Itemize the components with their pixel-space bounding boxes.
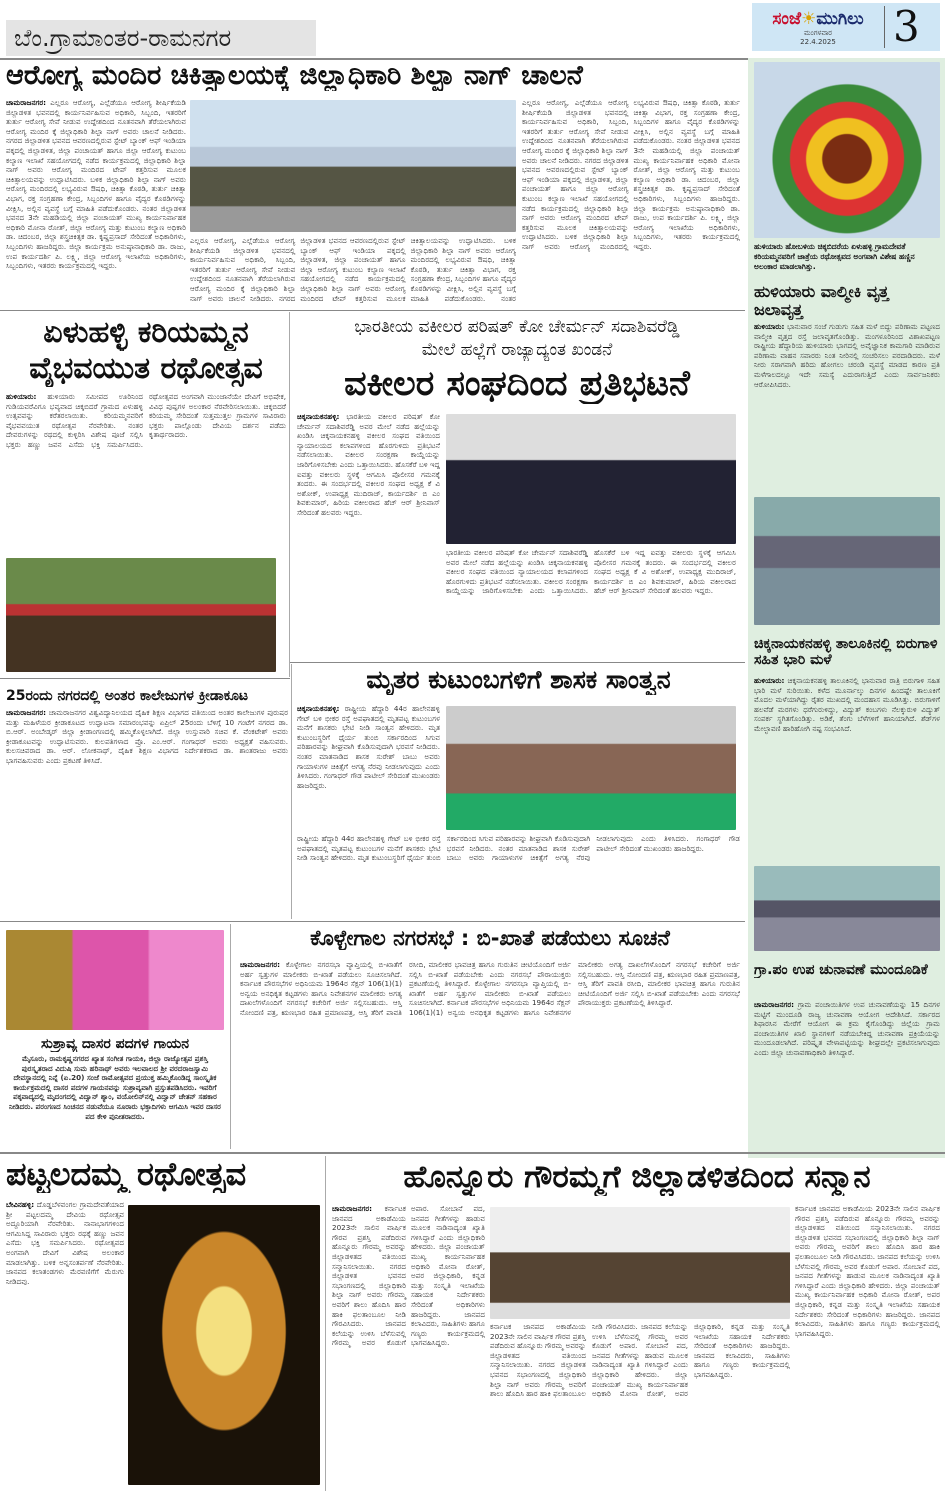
headline-lawyers: ವಕೀಲರ ಸಂಘದಿಂದ ಪ್ರತಿಭಟನೆ — [344, 364, 690, 404]
dateline: ಹುಳಿಯಾರು: — [754, 676, 785, 685]
headline-kariyamma-1: ಏಳುಹಳ್ಳಿ ಕರಿಯಮ್ಮನ — [43, 316, 249, 350]
article-rain — [754, 676, 940, 861]
divider — [0, 678, 290, 679]
dateline: ಹುಳಿಯಾರು: — [6, 392, 37, 401]
article-body: ಕರ್ನಾಟಕ ಜಾನಪದ ಅಕಾಡೆಮಿಯ 2023ನೇ ಸಾಲಿನ ವಾರ್ಷಿಕ ಗೌರವ ಪ್ರಶಸ್ತಿ ಪಡೆದಿರುವ ಹೊನ್ನೂರು ಗೌರಮ್ಮ ಅವರನ್ನು ಜಿಲ್ಲಾಡಳಿತದ ವತಿಯಿಂದ ಸನ್ಮಾನಿಸಲಾಯಿತು. ನಗರದ ಜಿಲ್ಲಾಡಳಿತ ಭವನದ ಸಭಾಂಗಣದಲ್ಲಿ ಜಿಲ್ಲಾಧಿಕಾರಿ ಶಿಲ್ಪಾ ನಾಗ್ ಅವರು ಗೌರಮ್ಮ ಅವರಿಗೆ ಶಾಲು ಹೊದಿಸಿ ಹಾರ ಹಾಕಿ ಫಲತಾಂಬೂಲ ನೀಡಿ ಗೌರವಿಸಿದರು. ಜಾನಪದ ಕಲೆಯನ್ನು ಉಳಿಸಿ ಬೆಳೆಸುವಲ್ಲಿ ಗೌರಮ್ಮ ಅವರ ಕೊಡುಗೆ ಅಪಾರ. ಸೋಬಾನೆ ಪದ, ಜನಪದ ಗೀತೆಗಳನ್ನು ಹಾಡುವ ಮೂಲಕ ನಾಡಿನಾದ್ಯಂತ ಖ್ಯಾತಿ ಗಳಿಸಿದ್ದಾರೆ ಎಂದು ಜಿಲ್ಲಾಧಿಕಾರಿ ಹೇಳಿದರು. ಜಿಲ್ಲಾ ಪಂಚಾಯತ್ ಮುಖ್ಯ ಕಾರ್ಯನಿರ್ವಾಹಕ ಅಧಿಕಾರಿ ಮೋನಾ ರೋತ್, ಅಪರ ಜಿಲ್ಲಾಧಿಕಾರಿ, ಕನ್ನಡ ಮತ್ತು ಸಂಸ್ಕೃತಿ ಇಲಾಖೆಯ ಸಹಾಯಕ ನಿರ್ದೇಶಕರು ಸೇರಿದಂತೆ ಅಧಿಕಾರಿಗಳು ಹಾಜರಿದ್ದರು. ಜಾನಪದ ಕಲಾವಿದರು, ಸಾಹಿತಿಗಳು ಹಾಗೂ ಗಣ್ಯರು ಕಾರ್ಯಕ್ರಮದಲ್ಲಿ ಭಾಗವಹಿಸಿದ್ದರು. — [332, 1204, 485, 1348]
section-title: ಬೆಂ.ಗ್ರಾಮಾಂತರ-ರಾಮನಗರ — [6, 20, 316, 56]
article-by-election — [754, 1000, 940, 1150]
health-center-inauguration-photo — [190, 100, 516, 232]
dateline: ಚಾಮರಾಜನಗರ: — [754, 1000, 795, 1009]
article-condolence-continued: ರಾಷ್ಟ್ರೀಯ ಹೆದ್ದಾರಿ 44ರ ಹಾಲೇನಹಳ್ಳಿ ಗೇಟ್ ಬಳಿ ಭೀಕರ ರಸ್ತೆ ಅಪಘಾತದಲ್ಲಿ ಮೃತಪಟ್ಟ ಕುಟುಂಬಗಳ ಮನೆಗೆ ಶಾಸಕರು ಭೇಟಿ ನೀಡಿ ಸಾಂತ್ವನ ಹೇಳಿದರು. ಮೃತ ಕುಟುಂಬಸ್ಥರಿಗೆ ಧೈರ್ಯ ತುಂಬಿ ಸರ್ಕಾರದಿಂದ ಸಿಗುವ ಪರಿಹಾರವನ್ನು ಶೀಘ್ರವಾಗಿ ಕೊಡಿಸುವುದಾಗಿ ಭರವಸೆ ನೀಡಿದರು. ನಂತರ ಮಾತನಾಡಿದ ಶಾಸಕ ಸುರೇಶ್ ಬಾಬು ಅವರು ಗಾಯಾಳುಗಳ ಚಿಕಿತ್ಸೆಗೆ ಅಗತ್ಯ ನೆರವು ನೀಡಲಾಗುವುದು ಎಂದು ತಿಳಿಸಿದರು. ಗಂಗಾಧರ್ ಗೌಡ ಪಾಟೀಲ್ ಸೇರಿದಂತೆ ಮುಖಂಡರು ಹಾಜರಿದ್ದರು. — [297, 834, 740, 863]
dateline: ಚಾಮರಾಜನಗರ: — [6, 98, 47, 107]
damaged-shed-photo — [754, 866, 940, 951]
headline-dasara-pada: ಸುಶ್ರಾವ್ಯ ದಾಸರ ಪದಗಳ ಗಾಯನ — [41, 1036, 189, 1052]
article-lawyers — [297, 412, 440, 657]
headline-honnuru: ಹೊನ್ನೂರು ಗೌರಮ್ಮಗೆ ಜಿಲ್ಲಾಡಳಿತದಿಂದ ಸನ್ಮಾನ — [403, 1160, 871, 1195]
divider — [289, 312, 290, 677]
logo-name-blue: ಮುಗಿಲು — [816, 8, 864, 29]
dateline: ಚಿಕ್ಕನಾಯಕನಹಳ್ಳಿ: — [297, 412, 340, 421]
headline-sports-meet: 25ರಂದು ನಗರದಲ್ಲಿ ಅಂತರ ಕಾಲೇಜುಗಳ ಕ್ರೀಡಾಕೂಟ — [6, 688, 249, 704]
article-body: ಗ್ರಾಮ ಪಂಚಾಯಿತಿಗಳ ಉಪ ಚುನಾವಣೆಯನ್ನು 15 ದಿನಗಳ ಮಟ್ಟಿಗೆ ಮುಂದೂಡಿ ರಾಜ್ಯ ಚುನಾವಣಾ ಆಯೋಗ ಆದೇಶಿಸಿದೆ. ಸರ್ಕಾರದ ಶಿಫಾರಸಿನ ಮೇರೆಗೆ ಆಯೋಗ ಈ ಕ್ರಮ ಕೈಗೊಂಡಿದ್ದು ಜಿಲ್ಲೆಯ ಗ್ರಾಮ ಪಂಚಾಯಿತಿಗಳ ಖಾಲಿ ಸ್ಥಾನಗಳಿಗೆ ನಡೆಯಬೇಕಿದ್ದ ಚುನಾವಣಾ ಪ್ರಕ್ರಿಯೆಯನ್ನು ಮುಂದೂಡಲಾಗಿದೆ. ಪರಿಷ್ಕೃತ ವೇಳಾಪಟ್ಟಿಯನ್ನು ಶೀಘ್ರದಲ್ಲೇ ಪ್ರಕಟಿಸಲಾಗುವುದು ಎಂದು ಜಿಲ್ಲಾ ಚುನಾವಣಾಧಿಕಾರಿ ತಿಳಿಸಿದ್ದಾರೆ. — [754, 1000, 940, 1057]
headline-kariyamma-2: ವೈಭವಯುತ ರಥೋತ್ಸವ — [29, 352, 263, 386]
article-body: ರಾಷ್ಟ್ರೀಯ ಹೆದ್ದಾರಿ 44ರ ಹಾಲೇನಹಳ್ಳಿ ಗೇಟ್ ಬಳಿ ಭೀಕರ ರಸ್ತೆ ಅಪಘಾತದಲ್ಲಿ ಮೃತಪಟ್ಟ ಕುಟುಂಬಗಳ ಮನೆಗೆ ಶಾಸಕರು ಭೇಟಿ ನೀಡಿ ಸಾಂತ್ವನ ಹೇಳಿದರು. ಮೃತ ಕುಟುಂಬಸ್ಥರಿಗೆ ಧೈರ್ಯ ತುಂಬಿ ಸರ್ಕಾರದಿಂದ ಸಿಗುವ ಪರಿಹಾರವನ್ನು ಶೀಘ್ರವಾಗಿ ಕೊಡಿಸುವುದಾಗಿ ಭರವಸೆ ನೀಡಿದರು. ನಂತರ ಮಾತನಾಡಿದ ಶಾಸಕ ಸುರೇಶ್ ಬಾಬು ಅವರು ಗಾಯಾಳುಗಳ ಚಿಕಿತ್ಸೆಗೆ ಅಗತ್ಯ ನೆರವು ನೀಡಲಾಗುವುದು ಎಂದು ತಿಳಿಸಿದರು. ಗಂಗಾಧರ್ ಗೌಡ ಪಾಟೀಲ್ ಸೇರಿದಂತೆ ಮುಖಂಡರು ಹಾಜರಿದ್ದರು. — [297, 704, 440, 790]
article-arogya-continued: ಎಲ್ಲರೂ ಆರೋಗ್ಯ, ಎಲ್ಲೆಡೆಯೂ ಆರೋಗ್ಯ ಶೀರ್ಷಿಕೆಯಡಿ ಜಿಲ್ಲಾಡಳಿತ ಭವನದಲ್ಲಿ ಕಾರ್ಯನಿರ್ವಹಿಸುವ ಅಧಿಕಾರಿ, ಸಿಬ್ಬಂದಿ, ಇತರರಿಗೆ ತುರ್ತು ಆರೋಗ್ಯ ಸೇವೆ ನೀಡುವ ಉದ್ದೇಶದಿಂದ ನೂತನವಾಗಿ ತೆರೆಯಲಾಗಿರುವ ಆರೋಗ್ಯ ಮಂದಿರ ಕ್ಕೆ ಜಿಲ್ಲಾಧಿಕಾರಿ ಶಿಲ್ಪಾ ನಾಗ್ ಅವರು ಚಾಲನೆ ನೀಡಿದರು. ನಗರದ ಜಿಲ್ಲಾಡಳಿತ ಭವನದ ಆವರಣದಲ್ಲಿರುವ ಸ್ಟೇಟ್ ಬ್ಯಾಂಕ್ ಆಫ್ ಇಂಡಿಯಾ ಪಕ್ಕದಲ್ಲಿ ಜಿಲ್ಲಾಡಳಿತ, ಜಿಲ್ಲಾ ಪಂಚಾಯತ್ ಹಾಗೂ ಜಿಲ್ಲಾ ಆರೋಗ್ಯ ಕುಟುಂಬ ಕಲ್ಯಾಣ ಇಲಾಖೆ ಸಹಯೋಗದಲ್ಲಿ ನಡೆದ ಕಾರ್ಯಕ್ರಮದಲ್ಲಿ ಜಿಲ್ಲಾಧಿಕಾರಿ ಶಿಲ್ಪಾ ನಾಗ್ ಅವರು ಆರೋಗ್ಯ ಮಂದಿರದ ಟೇಪ್ ಕತ್ತರಿಸುವ ಮೂಲಕ ಚಿಕಿತ್ಸಾಲಯವನ್ನು ಉದ್ಘಾಟಿಸಿದರು. ಬಳಿಕ ಜಿಲ್ಲಾಧಿಕಾರಿ ಶಿಲ್ಪಾ ನಾಗ್ ಅವರು ಆರೋಗ್ಯ ಮಂದಿರದಲ್ಲಿ ಲಭ್ಯವಿರುವ ಔಷಧಿ, ಚಿಕಿತ್ಸಾ ಕೊಠಡಿ, ತುರ್ತು ಚಿಕಿತ್ಸಾ ವಿಭಾಗ, ರಕ್ತ ಸಂಗ್ರಹಣಾ ಕೇಂದ್ರ, ಸಿಬ್ಬಂದಿಗಳ ಹಾಗೂ ವೈದ್ಯರ ಕೊಠಡಿಗಳನ್ನು ವೀಕ್ಷಿಸಿ, ಅಲ್ಲಿನ ವ್ಯವಸ್ಥೆ ಬಗ್ಗೆ ಮಾಹಿತಿ ಪಡೆದುಕೊಂಡರು. ನಂತರ — [190, 236, 516, 303]
fruit-decoration-photo — [754, 62, 940, 238]
headline-rain: ಚಿಕ್ಕನಾಯಕನಹಳ್ಳಿ ತಾಲೂಕಿನಲ್ಲಿ ಬಿರುಗಾಳಿ ಸಹಿತ ಭಾರಿ ಮಳೆ — [754, 636, 938, 669]
dateline: ಚಾಮರಾಜನಗರ: — [6, 708, 47, 717]
masthead — [752, 3, 940, 51]
article-honnuru-continued: ಕರ್ನಾಟಕ ಜಾನಪದ ಅಕಾಡೆಮಿಯ 2023ನೇ ಸಾಲಿನ ವಾರ್ಷಿಕ ಗೌರವ ಪ್ರಶಸ್ತಿ ಪಡೆದಿರುವ ಹೊನ್ನೂರು ಗೌರಮ್ಮ ಅವರನ್ನು ಜಿಲ್ಲಾಡಳಿತದ ವತಿಯಿಂದ ಸನ್ಮಾನಿಸಲಾಯಿತು. ನಗರದ ಜಿಲ್ಲಾಡಳಿತ ಭವನದ ಸಭಾಂಗಣದಲ್ಲಿ ಜಿಲ್ಲಾಧಿಕಾರಿ ಶಿಲ್ಪಾ ನಾಗ್ ಅವರು ಗೌರಮ್ಮ ಅವರಿಗೆ ಶಾಲು ಹೊದಿಸಿ ಹಾರ ಹಾಕಿ ಫಲತಾಂಬೂಲ ನೀಡಿ ಗೌರವಿಸಿದರು. ಜಾನಪದ ಕಲೆಯನ್ನು ಉಳಿಸಿ ಬೆಳೆಸುವಲ್ಲಿ ಗೌರಮ್ಮ ಅವರ ಕೊಡುಗೆ ಅಪಾರ. ಸೋಬಾನೆ ಪದ, ಜನಪದ ಗೀತೆಗಳನ್ನು ಹಾಡುವ ಮೂಲಕ ನಾಡಿನಾದ್ಯಂತ ಖ್ಯಾತಿ ಗಳಿಸಿದ್ದಾರೆ ಎಂದು ಜಿಲ್ಲಾಧಿಕಾರಿ ಹೇಳಿದರು. ಜಿಲ್ಲಾ ಪಂಚಾಯತ್ ಮುಖ್ಯ ಕಾರ್ಯನಿರ್ವಾಹಕ ಅಧಿಕಾರಿ ಮೋನಾ ರೋತ್, ಅಪರ ಜಿಲ್ಲಾಧಿಕಾರಿ, ಕನ್ನಡ ಮತ್ತು ಸಂಸ್ಕೃತಿ ಇಲಾಖೆಯ ಸಹಾಯಕ ನಿರ್ದೇಶಕರು ಸೇರಿದಂತೆ ಅಧಿಕಾರಿಗಳು ಹಾಜರಿದ್ದರು. ಜಾನಪದ ಕಲಾವಿದರು, ಸಾಹಿತಿಗಳು ಹಾಗೂ ಗಣ್ಯರು ಕಾರ್ಯಕ್ರಮದಲ್ಲಿ ಭಾಗವಹಿಸಿದ್ದರು. — [490, 1322, 790, 1399]
divider — [0, 1152, 945, 1154]
divider — [230, 924, 231, 1149]
palm-icon: ☀ — [801, 8, 817, 29]
article-body: ಭಾರತೀಯ ವಕೀಲರ ಪರಿಷತ್ ಕೋ ಚೇರ್ಮನ್ ಸದಾಶಿವರೆಡ್ಡಿ ಅವರ ಮೇಲೆ ನಡೆದ ಹಲ್ಲೆಯನ್ನು ಖಂಡಿಸಿ ಚಿಕ್ಕನಾಯಕನಹಳ್ಳಿ ವಕೀಲರ ಸಂಘದ ವತಿಯಿಂದ ನ್ಯಾಯಾಲಯದ ಕಲಾಪಗಳಿಂದ ಹೊರಗುಳಿದು ಪ್ರತಿಭಟನೆ ನಡೆಸಲಾಯಿತು. ವಕೀಲರ ಸಂರಕ್ಷಣಾ ಕಾಯ್ದೆಯನ್ನು ಜಾರಿಗೊಳಿಸಬೇಕು ಎಂದು ಒತ್ತಾಯಿಸಿದರು. ಹೊಸಕೆರೆ ಬಳಿ ಇದ್ದ ಐವತ್ತು ವಕೀಲರು ಸ್ಥಳಕ್ಕೆ ಆಗಮಿಸಿ ಪೊಲೀಸರ ಗಮನಕ್ಕೆ ತಂದರು. ಈ ಸಂದರ್ಭದಲ್ಲಿ ವಕೀಲರ ಸಂಘದ ಅಧ್ಯಕ್ಷ ಕೆ ವಿ ಅಶೋಕ್, ಉಪಾಧ್ಯಕ್ಷ ಮುದಿರಾಜ್, ಕಾರ್ಯದರ್ಶಿ ಬಿ ಎಂ ಶಿವಕುಮಾರ್, ಹಿರಿಯ ವಕೀಲರಾದ ಹೆಚ್ ಆರ್ ಶ್ರೀನಿವಾಸ್ ಸೇರಿದಂತೆ ಹಲವರು ಇದ್ದರು. — [297, 412, 440, 517]
headline-pattaladamma: ಪಟ್ಟಲದಮ್ಮ ರಥೋತ್ಸವ — [6, 1156, 247, 1193]
article-body: ಚಿಕ್ಕನಾಯಕನಹಳ್ಳಿ ತಾಲೂಕಿನಲ್ಲಿ ಭಾನುವಾರ ರಾತ್ರಿ ಬಿರುಗಾಳಿ ಸಹಿತ ಭಾರಿ ಮಳೆ ಸುರಿಯಿತು. ಕಳೆದ ಮೂರ್ನಾಲ್ಕು ದಿನಗಳ ಹಿಂದಷ್ಟೇ ತಾಲೂಕಿಗೆ ಮೊದಲ ಮಳೆಯಾಗಿದ್ದು ರೈತರ ಮುಖದಲ್ಲಿ ಮಂದಹಾಸ ಮೂಡಿಸಿತ್ತು. ಬಿರುಗಾಳಿಗೆ ಹಲವೆಡೆ ಮರಗಳು ಧರೆಗುರುಳಿದ್ದು, ವಿದ್ಯುತ್ ಕಂಬಗಳು ನೆಲಕ್ಕುರುಳಿ ವಿದ್ಯುತ್ ಸಂಪರ್ಕ ಸ್ಥಗಿತಗೊಂಡಿತ್ತು. ಅಡಿಕೆ, ತೆಂಗು ಬೆಳೆಗಳಿಗೆ ಹಾನಿಯಾಗಿದೆ. ಶೆಡ್‌ಗಳ ಮೇಲ್ಛಾವಣಿ ಹಾರಿಹೋಗಿ ನಷ್ಟ ಸಂಭವಿಸಿದೆ. — [754, 676, 940, 733]
article-body: ಕೊಳ್ಳೇಗಾಲ ನಗರಸಭಾ ವ್ಯಾಪ್ತಿಯಲ್ಲಿ ಬಿ-ಖಾತೆಗೆ ಅರ್ಹ ಸ್ವತ್ತುಗಳ ಮಾಲೀಕರು ಬಿ-ಖಾತೆ ಪಡೆಯಲು ಸೂಚಿಸಲಾಗಿದೆ. ಕರ್ನಾಟಕ ಪೌರಸಭೆಗಳ ಅಧಿನಿಯಮ 1964ರ ಸೆಕ್ಷನ್ 106(1)(1) ಅನ್ವಯ ಅನಧಿಕೃತ ಕಟ್ಟಡಗಳು ಹಾಗೂ ನಿವೇಶನಗಳ ಮಾಲೀಕರು ಅಗತ್ಯ ದಾಖಲೆಗಳೊಂದಿಗೆ ನಗರಸಭೆ ಕಚೇರಿಗೆ ಅರ್ಜಿ ಸಲ್ಲಿಸಬಹುದು. ಆಸ್ತಿ ನೋಂದಣಿ ಪತ್ರ, ಋಣಭಾರ ರಹಿತ ಪ್ರಮಾಣಪತ್ರ, ಆಸ್ತಿ ತೆರಿಗೆ ಪಾವತಿ ರಸೀದಿ, ಮಾಲೀಕರ ಭಾವಚಿತ್ರ ಹಾಗೂ ಗುರುತಿನ ಚೀಟಿಯೊಂದಿಗೆ ಅರ್ಜಿ ಸಲ್ಲಿಸಿ ಬಿ-ಖಾತೆ ಪಡೆಯಬೇಕು ಎಂದು ನಗರಸಭೆ ಪೌರಾಯುಕ್ತರು ಪ್ರಕಟಣೆಯಲ್ಲಿ ತಿಳಿಸಿದ್ದಾರೆ. — [240, 960, 571, 1017]
article-body: ಕೊಳ್ಳೇಗಾಲ ನಗರಸಭಾ ವ್ಯಾಪ್ತಿಯಲ್ಲಿ ಬಿ-ಖಾತೆಗೆ ಅರ್ಹ ಸ್ವತ್ತುಗಳ ಮಾಲೀಕರು ಬಿ-ಖಾತೆ ಪಡೆಯಲು ಸೂಚಿಸಲಾಗಿದೆ. ಕರ್ನಾಟಕ ಪೌರಸಭೆಗಳ ಅಧಿನಿಯಮ 1964ರ ಸೆಕ್ಷನ್ 106(1)(1) ಅನ್ವಯ ಅನಧಿಕೃತ ಕಟ್ಟಡಗಳು ಹಾಗೂ ನಿವೇಶನಗಳ ಮಾಲೀಕರು ಅಗತ್ಯ ದಾಖಲೆಗಳೊಂದಿಗೆ ನಗರಸಭೆ ಕಚೇರಿಗೆ ಅರ್ಜಿ ಸಲ್ಲಿಸಬಹುದು. ಆಸ್ತಿ ನೋಂದಣಿ ಪತ್ರ, ಋಣಭಾರ ರಹಿತ ಪ್ರಮಾಣಪತ್ರ, ಆಸ್ತಿ ತೆರಿಗೆ ಪಾವತಿ ರಸೀದಿ, ಮಾಲೀಕರ ಭಾವಚಿತ್ರ ಹಾಗೂ ಗುರುತಿನ ಚೀಟಿಯೊಂದಿಗೆ ಅರ್ಜಿ ಸಲ್ಲಿಸಿ ಬಿ-ಖಾತೆ ಪಡೆಯಬೇಕು ಎಂದು ನಗರಸಭೆ ಪೌರಾಯುಕ್ತರು ಪ್ರಕಟಣೆಯಲ್ಲಿ ತಿಳಿಸಿದ್ದಾರೆ. — [409, 960, 740, 1017]
divider — [291, 664, 292, 919]
headline-by-election: ಗ್ರಾ.ಪಂ ಉಪ ಚುನಾವಣೆ ಮುಂದೂಡಿಕೆ — [754, 962, 928, 978]
divider — [0, 310, 745, 311]
article-honnuru — [332, 1204, 485, 1486]
divider — [325, 1156, 326, 1491]
article-dasara-pada: ಮೈಸೂರು, ರಾಮಕೃಷ್ಣನಗರದ ಖ್ಯಾತ ಸಂಗೀತ ಗಾಯಕಿ, ಜಿಲ್ಲಾ ರಾಜ್ಯೋತ್ಸವ ಪ್ರಶಸ್ತಿ ಪುರಸ್ಕೃತರಾದ ವಿದುಷಿ ಸುಮ ಹರಿನಾಥ್ ಅವರು ಇಲವಾಲದ ಶ್ರೀ ವರದರಾಜಸ್ವಾಮಿ ದೇವಸ್ಥಾನದಲ್ಲಿ ನಿನ್ನೆ (ಏ.20) ಸಂಜೆ ರಾಮೋತ್ಸವದ ಪ್ರಯುಕ್ತ ಹಮ್ಮಿಕೊಂಡಿದ್ದ ಸಾಂಸ್ಕೃತಿಕ ಕಾರ್ಯಕ್ರಮದಲ್ಲಿ ದಾಸರ ಪದಗಳ ಗಾಯನವನ್ನು ಸುಶ್ರಾವ್ಯವಾಗಿ ಪ್ರಸ್ತುತಪಡಿಸಿದರು. ಇವರಿಗೆ ಪಕ್ಕವಾದ್ಯದಲ್ಲಿ ಮೃದಂಗದಲ್ಲಿ ವಿದ್ವಾನ್ ಶ್ಯಾಂ, ವಯೋಲಿನ್‌ನಲ್ಲಿ ವಿದ್ವಾನ್ ಚೇತನ್ ಸಹಕಾರ ನೀಡಿದರು. ಪರಂಗಣದ ಸಿಂಚನದ ನಡುವೆಯೂ ನೂರಾರು ಭಕ್ತಾದಿಗಳು ಆಗಮಿಸಿ ಇವರ ದಾಸರ ಪದ ಕೇಳಿ ಪುನೀತರಾದರು. — [9, 1054, 221, 1121]
logo-name-red: ಸಂಜೆ — [772, 8, 802, 29]
article-body: ದೊಡ್ಡಬೆಳವಂಗಲ ಗ್ರಾಮದೇವತೆಯಾದ ಶ್ರೀ ಪಟ್ಟಲದಮ್ಮ ದೇವಿಯ ರಥೋತ್ಸವ ಅದ್ದೂರಿಯಾಗಿ ನೆರವೇರಿತು. ನಾನಾಭಾಗಗಳಿಂದ ಆಗಮಿಸಿದ್ದ ಸಾವಿರಾರು ಭಕ್ತರು ರಥಕ್ಕೆ ಹಣ್ಣು ಜವನ ಎಸೆದು ಭಕ್ತಿ ಸಮರ್ಪಿಸಿದರು. ರಥೋತ್ಸವದ ಅಂಗವಾಗಿ ದೇವಿಗೆ ವಿಶೇಷ ಅಲಂಕಾರ ಮಾಡಲಾಗಿತ್ತು. ಬಳಿಕ ಅನ್ನಸಂತರ್ಪಣೆ ನೆರವೇರಿತು. ಜಾನಪದ ಕಲಾತಂಡಗಳು ಮೆರವಣಿಗೆಗೆ ಮೆರುಗು ನೀಡಿದವು. — [6, 1200, 124, 1286]
headline-b-khata: ಕೊಳ್ಳೇಗಾಲ ನಗರಸಭೆ : ಬಿ-ಖಾತೆ ಪಡೆಯಲು ಸೂಚನೆ — [310, 926, 670, 950]
lawyers-protest-photo — [446, 414, 736, 544]
issue-day: ಮಂಗಳವಾರ — [803, 28, 832, 37]
felicitation-photo — [490, 1207, 790, 1319]
article-honnuru-continued: ಕರ್ನಾಟಕ ಜಾನಪದ ಅಕಾಡೆಮಿಯ 2023ನೇ ಸಾಲಿನ ವಾರ್ಷಿಕ ಗೌರವ ಪ್ರಶಸ್ತಿ ಪಡೆದಿರುವ ಹೊನ್ನೂರು ಗೌರಮ್ಮ ಅವರನ್ನು ಜಿಲ್ಲಾಡಳಿತದ ವತಿಯಿಂದ ಸನ್ಮಾನಿಸಲಾಯಿತು. ನಗರದ ಜಿಲ್ಲಾಡಳಿತ ಭವನದ ಸಭಾಂಗಣದಲ್ಲಿ ಜಿಲ್ಲಾಧಿಕಾರಿ ಶಿಲ್ಪಾ ನಾಗ್ ಅವರು ಗೌರಮ್ಮ ಅವರಿಗೆ ಶಾಲು ಹೊದಿಸಿ ಹಾರ ಹಾಕಿ ಫಲತಾಂಬೂಲ ನೀಡಿ ಗೌರವಿಸಿದರು. ಜಾನಪದ ಕಲೆಯನ್ನು ಉಳಿಸಿ ಬೆಳೆಸುವಲ್ಲಿ ಗೌರಮ್ಮ ಅವರ ಕೊಡುಗೆ ಅಪಾರ. ಸೋಬಾನೆ ಪದ, ಜನಪದ ಗೀತೆಗಳನ್ನು ಹಾಡುವ ಮೂಲಕ ನಾಡಿನಾದ್ಯಂತ ಖ್ಯಾತಿ ಗಳಿಸಿದ್ದಾರೆ ಎಂದು ಜಿಲ್ಲಾಧಿಕಾರಿ ಹೇಳಿದರು. ಜಿಲ್ಲಾ ಪಂಚಾಯತ್ ಮುಖ್ಯ ಕಾರ್ಯನಿರ್ವಾಹಕ ಅಧಿಕಾರಿ ಮೋನಾ ರೋತ್, ಅಪರ ಜಿಲ್ಲಾಧಿಕಾರಿ, ಕನ್ನಡ ಮತ್ತು ಸಂಸ್ಕೃತಿ ಇಲಾಖೆಯ ಸಹಾಯಕ ನಿರ್ದೇಶಕರು ಸೇರಿದಂತೆ ಅಧಿಕಾರಿಗಳು ಹಾಜರಿದ್ದರು. ಜಾನಪದ ಕಲಾವಿದರು, ಸಾಹಿತಿಗಳು ಹಾಗೂ ಗಣ್ಯರು ಕಾರ್ಯಕ್ರಮದಲ್ಲಿ ಭಾಗವಹಿಸಿದ್ದರು. — [795, 1204, 940, 1338]
divider — [0, 921, 745, 922]
headline-arogya: ಆರೋಗ್ಯ ಮಂದಿರ ಚಿಕಿತ್ಸಾಲಯಕ್ಕೆ ಜಿಲ್ಲಾಧಿಕಾರಿ ಶಿಲ್ಪಾ ನಾಗ್ ಚಾಲನೆ — [6, 60, 583, 91]
article-kariyamma — [6, 392, 286, 554]
subheadline-lawyers-1: ಭಾರತೀಯ ವಕೀಲರ ಪರಿಷತ್ ಕೋ ಚೇರ್ಮನ್ ಸದಾಶಿವರೆಡ್ಡಿ — [354, 318, 680, 337]
newspaper-logo — [752, 9, 884, 46]
article-body: ಭಾನುವಾರ ಸಂಜೆ ಗುಡುಗು ಸಹಿತ ಮಳೆ ಬಿದ್ದು ಪರಿಣಾಮ ಪಟ್ಟಣದ ವಾಲ್ಮೀಕಿ ವೃತ್ತದ ರಸ್ತೆ ಜಲಾವೃತಗೊಂಡಿತ್ತು. ಮಂಗಳೂರಿನಿಂದ ವಿಶಾಖಪಟ್ಟಣ ರಾಷ್ಟ್ರೀಯ ಹೆದ್ದಾರಿಯ ಹುಳಿಯಾರು ಭಾಗದಲ್ಲಿ ಅವೈಜ್ಞಾನಿಕ ಕಾಮಗಾರಿ ಮಾಡಿರುವ ಪರಿಣಾಮ ವಾಹನ ಸವಾರರು ನಿಂತ ನೀರಿನಲ್ಲಿ ಸಂಚರಿಸಲು ಪರದಾಡಿದರು. ಮಳೆ ನೀರು ಸರಾಗವಾಗಿ ಹರಿದು ಹೋಗಲು ಚರಂಡಿ ವ್ಯವಸ್ಥೆ ಮಾಡದ ಕಾರಣ ಪ್ರತಿ ಮಳೆಗಾಲದಲ್ಲೂ ಇದೇ ಸಮಸ್ಯೆ ಎದುರಾಗುತ್ತಿದೆ ಎಂದು ಸಾರ್ವಜನಿಕರು ಆರೋಪಿಸಿದರು. — [754, 322, 940, 389]
flooded-road-photo — [754, 497, 940, 625]
article-pattaladamma — [6, 1200, 124, 1485]
issue-date: 22.4.2025 — [800, 37, 836, 46]
headline-valmiki: ಹುಳಿಯಾರು ವಾಲ್ಮೀಕಿ ವೃತ್ತ ಜಲಾವೃತ್ತ — [754, 283, 889, 320]
subheadline-lawyers-2: ಮೇಲೆ ಹಲ್ಲೆಗೆ ರಾಜ್ಯಾದ್ಯಂತ ಖಂಡನೆ — [421, 341, 613, 360]
dateline: ಚಿಕ್ಕನಾಯಕನಹಳ್ಳಿ: — [297, 704, 340, 713]
dateline: ಚಾಮರಾಜನಗರ: — [332, 1204, 373, 1213]
chariot-night-photo — [128, 1205, 320, 1485]
article-arogya — [6, 98, 186, 304]
headline-condolence: ಮೃತರ ಕುಟುಂಬಗಳಿಗೆ ಶಾಸಕ ಸಾಂತ್ವನ — [366, 666, 671, 694]
divider — [290, 662, 745, 663]
dateline: ಬೇವಿನಹಳ್ಳಿ: — [6, 1200, 35, 1209]
dateline: ಹುಳಿಯಾರು: — [754, 322, 785, 331]
article-valmiki — [754, 322, 940, 492]
chariot-festival-photo — [6, 558, 276, 672]
article-body: ಎಲ್ಲರೂ ಆರೋಗ್ಯ, ಎಲ್ಲೆಡೆಯೂ ಆರೋಗ್ಯ ಶೀರ್ಷಿಕೆಯಡಿ ಜಿಲ್ಲಾಡಳಿತ ಭವನದಲ್ಲಿ ಕಾರ್ಯನಿರ್ವಹಿಸುವ ಅಧಿಕಾರಿ, ಸಿಬ್ಬಂದಿ, ಇತರರಿಗೆ ತುರ್ತು ಆರೋಗ್ಯ ಸೇವೆ ನೀಡುವ ಉದ್ದೇಶದಿಂದ ನೂತನವಾಗಿ ತೆರೆಯಲಾಗಿರುವ ಆರೋಗ್ಯ ಮಂದಿರ ಕ್ಕೆ ಜಿಲ್ಲಾಧಿಕಾರಿ ಶಿಲ್ಪಾ ನಾಗ್ ಅವರು ಚಾಲನೆ ನೀಡಿದರು. ನಗರದ ಜಿಲ್ಲಾಡಳಿತ ಭವನದ ಆವರಣದಲ್ಲಿರುವ ಸ್ಟೇಟ್ ಬ್ಯಾಂಕ್ ಆಫ್ ಇಂಡಿಯಾ ಪಕ್ಕದಲ್ಲಿ ಜಿಲ್ಲಾಡಳಿತ, ಜಿಲ್ಲಾ ಪಂಚಾಯತ್ ಹಾಗೂ ಜಿಲ್ಲಾ ಆರೋಗ್ಯ ಕುಟುಂಬ ಕಲ್ಯಾಣ ಇಲಾಖೆ ಸಹಯೋಗದಲ್ಲಿ ನಡೆದ ಕಾರ್ಯಕ್ರಮದಲ್ಲಿ ಜಿಲ್ಲಾಧಿಕಾರಿ ಶಿಲ್ಪಾ ನಾಗ್ ಅವರು ಆರೋಗ್ಯ ಮಂದಿರದ ಟೇಪ್ ಕತ್ತರಿಸುವ ಮೂಲಕ ಚಿಕಿತ್ಸಾಲಯವನ್ನು ಉದ್ಘಾಟಿಸಿದರು. ಬಳಿಕ ಜಿಲ್ಲಾಧಿಕಾರಿ ಶಿಲ್ಪಾ ನಾಗ್ ಅವರು ಆರೋಗ್ಯ ಮಂದಿರದಲ್ಲಿ ಲಭ್ಯವಿರುವ ಔಷಧಿ, ಚಿಕಿತ್ಸಾ ಕೊಠಡಿ, ತುರ್ತು ಚಿಕಿತ್ಸಾ ವಿಭಾಗ, ರಕ್ತ ಸಂಗ್ರಹಣಾ ಕೇಂದ್ರ, ಸಿಬ್ಬಂದಿಗಳ ಹಾಗೂ ವೈದ್ಯರ ಕೊಠಡಿಗಳನ್ನು ವೀಕ್ಷಿಸಿ, ಅಲ್ಲಿನ ವ್ಯವಸ್ಥೆ ಬಗ್ಗೆ ಮಾಹಿತಿ ಪಡೆದುಕೊಂಡರು. ನಂತರ ಜಿಲ್ಲಾಡಳಿತ ಭವನದ 3ನೇ ಮಹಡಿಯಲ್ಲಿ ಜಿಲ್ಲಾ ಪಂಚಾಯತ್ ಮುಖ್ಯ ಕಾರ್ಯನಿರ್ವಾಹಕ ಅಧಿಕಾರಿ ಮೋನಾ ರೋತ್, ಜಿಲ್ಲಾ ಆರೋಗ್ಯ ಮತ್ತು ಕುಟುಂಬ ಕಲ್ಯಾಣ ಅಧಿಕಾರಿ ಡಾ. ಚಿದಂಬರ, ಜಿಲ್ಲಾ ಶಸ್ತ್ರಚಿಕಿತ್ಸಕ ಡಾ. ಕೃಷ್ಣಪ್ರಸಾದ್ ಸೇರಿದಂತೆ ಅಧಿಕಾರಿಗಳು, ಸಿಬ್ಬಂದಿಗಳು ಹಾಜರಿದ್ದರು. ಜಿಲ್ಲಾ ಕಾರ್ಯಕ್ರಮ ಅನುಷ್ಠಾನಾಧಿಕಾರಿ ಡಾ. ರಾಜು, ಉಪ ಕಾರ್ಯದರ್ಶಿ ಪಿ. ಲಕ್ಷ್ಮಿ, ಜಿಲ್ಲಾ ಆರೋಗ್ಯ ಇಲಾಖೆಯ ಅಧಿಕಾರಿಗಳು, ಸಿಬ್ಬಂದಿಗಳು, ಇತರರು ಕಾರ್ಯಕ್ರಮದಲ್ಲಿ ಇದ್ದರು. — [6, 98, 186, 271]
photo-caption: ಹುಳಿಯಾರು ಹೋಬಳಿಯ ಚಿಕ್ಕಬಿದರೆಯ ಏಳುಹಳ್ಳಿ ಗ್ರಾಮದೇವತೆ ಕರಿಯಮ್ಮನವರಿಗೆ ಜಾತ್ರೆಯ ರಥೋತ್ಸವದ ಅಂಗವಾಗಿ ವಿಶೇಷ ಹಣ್ಣಿನ ಅಲಂಕಾರ ಮಾಡಲಾಗಿತ್ತು. — [754, 242, 915, 271]
article-lawyers-continued: ಭಾರತೀಯ ವಕೀಲರ ಪರಿಷತ್ ಕೋ ಚೇರ್ಮನ್ ಸದಾಶಿವರೆಡ್ಡಿ ಅವರ ಮೇಲೆ ನಡೆದ ಹಲ್ಲೆಯನ್ನು ಖಂಡಿಸಿ ಚಿಕ್ಕನಾಯಕನಹಳ್ಳಿ ವಕೀಲರ ಸಂಘದ ವತಿಯಿಂದ ನ್ಯಾಯಾಲಯದ ಕಲಾಪಗಳಿಂದ ಹೊರಗುಳಿದು ಪ್ರತಿಭಟನೆ ನಡೆಸಲಾಯಿತು. ವಕೀಲರ ಸಂರಕ್ಷಣಾ ಕಾಯ್ದೆಯನ್ನು ಜಾರಿಗೊಳಿಸಬೇಕು ಎಂದು ಒತ್ತಾಯಿಸಿದರು. ಹೊಸಕೆರೆ ಬಳಿ ಇದ್ದ ಐವತ್ತು ವಕೀಲರು ಸ್ಥಳಕ್ಕೆ ಆಗಮಿಸಿ ಪೊಲೀಸರ ಗಮನಕ್ಕೆ ತಂದರು. ಈ ಸಂದರ್ಭದಲ್ಲಿ ವಕೀಲರ ಸಂಘದ ಅಧ್ಯಕ್ಷ ಕೆ ವಿ ಅಶೋಕ್, ಉಪಾಧ್ಯಕ್ಷ ಮುದಿರಾಜ್, ಕಾರ್ಯದರ್ಶಿ ಬಿ ಎಂ ಶಿವಕುಮಾರ್, ಹಿರಿಯ ವಕೀಲರಾದ ಹೆಚ್ ಆರ್ ಶ್ರೀನಿವಾಸ್ ಸೇರಿದಂತೆ ಹಲವರು ಇದ್ದರು. — [446, 548, 736, 596]
article-sports-meet — [6, 708, 288, 916]
mla-visit-photo — [446, 706, 736, 830]
article-arogya-continued: ಎಲ್ಲರೂ ಆರೋಗ್ಯ, ಎಲ್ಲೆಡೆಯೂ ಆರೋಗ್ಯ ಶೀರ್ಷಿಕೆಯಡಿ ಜಿಲ್ಲಾಡಳಿತ ಭವನದಲ್ಲಿ ಕಾರ್ಯನಿರ್ವಹಿಸುವ ಅಧಿಕಾರಿ, ಸಿಬ್ಬಂದಿ, ಇತರರಿಗೆ ತುರ್ತು ಆರೋಗ್ಯ ಸೇವೆ ನೀಡುವ ಉದ್ದೇಶದಿಂದ ನೂತನವಾಗಿ ತೆರೆಯಲಾಗಿರುವ ಆರೋಗ್ಯ ಮಂದಿರ ಕ್ಕೆ ಜಿಲ್ಲಾಧಿಕಾರಿ ಶಿಲ್ಪಾ ನಾಗ್ ಅವರು ಚಾಲನೆ ನೀಡಿದರು. ನಗರದ ಜಿಲ್ಲಾಡಳಿತ ಭವನದ ಆವರಣದಲ್ಲಿರುವ ಸ್ಟೇಟ್ ಬ್ಯಾಂಕ್ ಆಫ್ ಇಂಡಿಯಾ ಪಕ್ಕದಲ್ಲಿ ಜಿಲ್ಲಾಡಳಿತ, ಜಿಲ್ಲಾ ಪಂಚಾಯತ್ ಹಾಗೂ ಜಿಲ್ಲಾ ಆರೋಗ್ಯ ಕುಟುಂಬ ಕಲ್ಯಾಣ ಇಲಾಖೆ ಸಹಯೋಗದಲ್ಲಿ ನಡೆದ ಕಾರ್ಯಕ್ರಮದಲ್ಲಿ ಜಿಲ್ಲಾಧಿಕಾರಿ ಶಿಲ್ಪಾ ನಾಗ್ ಅವರು ಆರೋಗ್ಯ ಮಂದಿರದ ಟೇಪ್ ಕತ್ತರಿಸುವ ಮೂಲಕ ಚಿಕಿತ್ಸಾಲಯವನ್ನು ಉದ್ಘಾಟಿಸಿದರು. ಬಳಿಕ ಜಿಲ್ಲಾಧಿಕಾರಿ ಶಿಲ್ಪಾ ನಾಗ್ ಅವರು ಆರೋಗ್ಯ ಮಂದಿರದಲ್ಲಿ ಲಭ್ಯವಿರುವ ಔಷಧಿ, ಚಿಕಿತ್ಸಾ ಕೊಠಡಿ, ತುರ್ತು ಚಿಕಿತ್ಸಾ ವಿಭಾಗ, ರಕ್ತ ಸಂಗ್ರಹಣಾ ಕೇಂದ್ರ, ಸಿಬ್ಬಂದಿಗಳ ಹಾಗೂ ವೈದ್ಯರ ಕೊಠಡಿಗಳನ್ನು ವೀಕ್ಷಿಸಿ, ಅಲ್ಲಿನ ವ್ಯವಸ್ಥೆ ಬಗ್ಗೆ ಮಾಹಿತಿ ಪಡೆದುಕೊಂಡರು. ನಂತರ ಜಿಲ್ಲಾಡಳಿತ ಭವನದ 3ನೇ ಮಹಡಿಯಲ್ಲಿ ಜಿಲ್ಲಾ ಪಂಚಾಯತ್ ಮುಖ್ಯ ಕಾರ್ಯನಿರ್ವಾಹಕ ಅಧಿಕಾರಿ ಮೋನಾ ರೋತ್, ಜಿಲ್ಲಾ ಆರೋಗ್ಯ ಮತ್ತು ಕುಟುಂಬ ಕಲ್ಯಾಣ ಅಧಿಕಾರಿ ಡಾ. ಚಿದಂಬರ, ಜಿಲ್ಲಾ ಶಸ್ತ್ರಚಿಕಿತ್ಸಕ ಡಾ. ಕೃಷ್ಣಪ್ರಸಾದ್ ಸೇರಿದಂತೆ ಅಧಿಕಾರಿಗಳು, ಸಿಬ್ಬಂದಿಗಳು ಹಾಜರಿದ್ದರು. ಜಿಲ್ಲಾ ಕಾರ್ಯಕ್ರಮ ಅನುಷ್ಠಾನಾಧಿಕಾರಿ ಡಾ. ರಾಜು, ಉಪ ಕಾರ್ಯದರ್ಶಿ ಪಿ. ಲಕ್ಷ್ಮಿ, ಜಿಲ್ಲಾ ಆರೋಗ್ಯ ಇಲಾಖೆಯ ಅಧಿಕಾರಿಗಳು, ಸಿಬ್ಬಂದಿಗಳು, ಇತರರು ಕಾರ್ಯಕ್ರಮದಲ್ಲಿ ಇದ್ದರು. — [522, 98, 740, 251]
article-body: ಹುಳಿಯಾರು ಸಮೀಪದ ಊರಿನಿಂದ ಗುಡಿಯವರೆವಿಗೂ ಭವ್ಯವಾದ ಚಿಕ್ಕಬಿದರೆ ಗ್ರಾಮದ ಏಳುಹಳ್ಳಿ ಉತ್ಸವವನ್ನು ಕರೆತರಲಾಯಿತು. ಕರಿಯಮ್ಮನವರಿಗೆ ವೈಭವವಯುತ ರಥೋತ್ಸವ ನೆರವೇರಿತು. ನಂತರ ದೇವರುಗಳನ್ನು ರಥದಲ್ಲಿ ಕುಳ್ಳಿರಿಸಿ ವಿಶೇಷ ಪೂಜೆ ಸಲ್ಲಿಸಿ ಭಕ್ತರು ಹಣ್ಣು ಜವನ ಎಸೆದು ಭಕ್ತಿ ಸಮರ್ಪಿಸಿದರು. ರಥೋತ್ಸವದ ಅಂಗವಾಗಿ ಮುಂಜಾನೆಯೇ ದೇವಿಗೆ ಅಭಿಷೇಕ, ವಿವಿಧ ಪುಷ್ಪಗಳ ಅಲಂಕಾರ ನೆರವೇರಿಸಲಾಯಿತು. ಚಿಕ್ಕಬಿದರೆ ಕರಿಯಮ್ಮ ಸೇರಿದಂತೆ ಸುತ್ತಮುತ್ತಲ ಗ್ರಾಮಗಳ ಸಾವಿರಾರು ಭಕ್ತರು ಪಾಲ್ಗೊಂಡು ದೇವಿಯ ದರ್ಶನ ಪಡೆದು ಕೃತಾರ್ಥರಾದರು. — [6, 392, 286, 449]
music-concert-photo — [6, 930, 224, 1030]
dateline: ಚಾಮರಾಜನಗರ: — [240, 960, 281, 969]
page-number: 3 — [884, 6, 920, 48]
article-body: ಚಾಮರಾಜನಗರ ವಿಶ್ವವಿದ್ಯಾನಿಲಯದ ದೈಹಿಕ ಶಿಕ್ಷಣ ವಿಭಾಗದ ವತಿಯಿಂದ ಅಂತರ ಕಾಲೇಜುಗಳ ಪುರುಷರ ಮತ್ತು ಮಹಿಳೆಯರ ಕ್ರೀಡಾಕೂಟದ ಉದ್ಘಾಟನಾ ಸಮಾರಂಭವನ್ನು ಏಪ್ರಿಲ್ 25ರಂದು ಬೆಳಿಗ್ಗೆ 10 ಗಂಟೆಗೆ ನಗರದ ಡಾ. ಬಿ.ಆರ್. ಅಂಬೇಡ್ಕರ್ ಜಿಲ್ಲಾ ಕ್ರೀಡಾಂಗಣದಲ್ಲಿ ಹಮ್ಮಿಕೊಳ್ಳಲಾಗಿದೆ. ಜಿಲ್ಲಾ ಉಸ್ತುವಾರಿ ಸಚಿವ ಕೆ. ವೆಂಕಟೇಶ್ ಅವರು ಕ್ರೀಡಾಕೂಟವನ್ನು ಉದ್ಘಾಟಿಸುವರು. ಕುಲಪತಿಗಳಾದ ಪ್ರೊ. ಎಂ.ಆರ್. ಗಂಗಾಧರ್ ಅವರು ಅಧ್ಯಕ್ಷತೆ ವಹಿಸುವರು. ಕುಲಸಚಿವರಾದ ಡಾ. ಆರ್. ಲೋಕನಾಥ್, ದೈಹಿಕ ಶಿಕ್ಷಣ ವಿಭಾಗದ ನಿರ್ದೇಶಕರಾದ ಡಾ. ಶಾಂತರಾಜು ಅವರು ಭಾಗವಹಿಸುವರು ಎಂದು ಪ್ರಕಟಣೆ ತಿಳಿಸಿದೆ. — [6, 708, 288, 765]
article-b-khata — [240, 960, 740, 1146]
